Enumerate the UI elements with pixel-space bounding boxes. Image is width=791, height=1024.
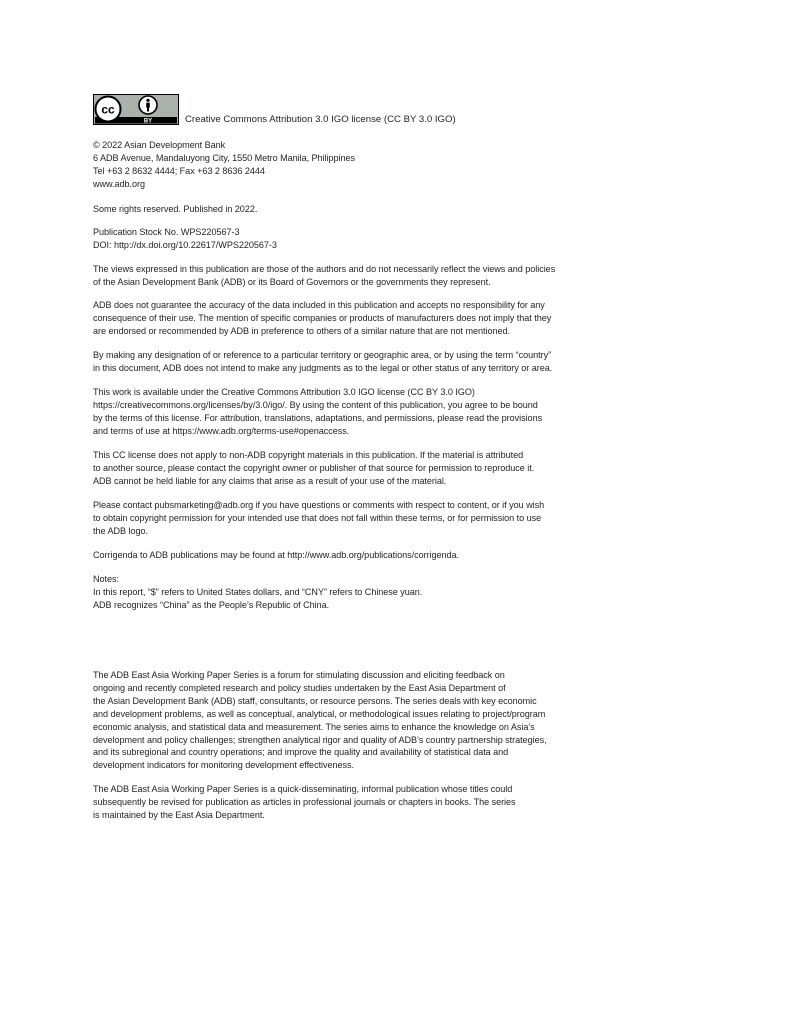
rights-line: Some rights reserved. Published in 2022. [93, 204, 258, 214]
views-disclaimer [93, 263, 603, 289]
stock-number-line: Publication Stock No. WPS220567-3 [93, 227, 240, 237]
note-line: In this report, “$” refers to United States dollars, and “CNY” refers to Chinese yuan. [93, 586, 423, 597]
publication-info [93, 226, 603, 252]
license-header [93, 93, 456, 125]
text-line: is maintained by the East Asia Department. [93, 809, 265, 820]
text-line: subsequently be revised for publication as articles in professional journals or chapters in books. The series [93, 796, 516, 807]
license-title: Creative Commons Attribution 3.0 IGO license (CC BY 3.0 IGO) [185, 114, 456, 125]
rights-paragraph [93, 203, 603, 216]
phone-line: Tel +63 2 8632 4444; Fax +63 2 8636 2444 [93, 165, 265, 176]
text-line: The views expressed in this publication are those of the authors and do not necessarily reflect the views and policies [93, 264, 556, 274]
text-line: development indicators for monitoring development effectiveness. [93, 760, 355, 771]
text-line: By making any designation of or reference to a particular territory or geographic area, or by using the term “country” [93, 350, 552, 360]
text-line: The ADB East Asia Working Paper Series is a quick-disseminating, informal publication whose titles could [93, 784, 513, 794]
website-line: www.adb.org [93, 178, 146, 189]
text-line: ongoing and recently completed research and policy studies undertaken by the East Asia Department of [93, 682, 506, 693]
doi-line: DOI: http://dx.doi.org/10.22617/WPS220567-3 [93, 239, 277, 250]
by-badge-text: BY [143, 118, 153, 125]
cc-badge-text: cc [101, 102, 115, 117]
text-line: This CC license does not apply to non-ADB copyright materials in this publication. If the material is attributed [93, 450, 524, 460]
text-line: consequence of their use. The mention of specific companies or products of manufacturers does not imply that they [93, 312, 552, 323]
text-line: to obtain copyright permission for your intended use that does not fall within these terms, or for permission to use [93, 512, 542, 523]
note-line: ADB recognizes “China” as the People’s Republic of China. [93, 599, 330, 610]
series-publication-info [93, 783, 603, 822]
contact-paragraph [93, 499, 603, 538]
text-line: and its subregional and country operations; and improve the quality and availability of statistical data and [93, 747, 509, 758]
cc-license-terms [93, 386, 603, 438]
text-line: The ADB East Asia Working Paper Series is a forum for stimulating discussion and eliciting feedback on [93, 670, 505, 680]
series-description [93, 669, 603, 772]
corrigenda-paragraph [93, 549, 603, 562]
person-icon [139, 96, 157, 114]
cc-by-badge [93, 94, 179, 125]
text-line: the ADB logo. [93, 525, 148, 536]
text-line: and development problems, as well as conceptual, analytical, or methodological issues relating to project/program [93, 708, 546, 719]
non-adb-materials [93, 449, 603, 488]
text-line: Please contact pubsmarketing@adb.org if you have questions or comments with respect to content, or if you wish [93, 500, 545, 510]
copyright-line: © 2022 Asian Development Bank [93, 140, 226, 150]
notes-heading: Notes: [93, 574, 119, 584]
text-line: by the terms of this license. For attribution, translations, adaptations, and permissions, please read the provisions [93, 412, 543, 423]
text-line: development and policy challenges; strengthen analytical rigor and quality of ADB’s country partnership strategies, [93, 734, 547, 745]
text-line: Corrigenda to ADB publications may be found at http://www.adb.org/publications/corrigenda. [93, 550, 460, 560]
text-line: https://creativecommons.org/licenses/by/3.0/igo/. By using the content of this publication, you agree to be bound [93, 399, 538, 410]
text-line: This work is available under the Creative Commons Attribution 3.0 IGO license (CC BY 3.0 IGO) [93, 387, 475, 397]
notes-section [93, 573, 603, 612]
address-line: 6 ADB Avenue, Mandaluyong City, 1550 Metro Manila, Philippines [93, 152, 355, 163]
accuracy-disclaimer [93, 299, 603, 338]
text-line: in this document, ADB does not intend to make any judgments as to the legal or other status of any territory or area. [93, 362, 553, 373]
publisher-info [93, 139, 603, 191]
text-line: and terms of use at https://www.adb.org/terms-use#openaccess. [93, 425, 350, 436]
text-line: ADB cannot be held liable for any claims that arise as a result of your use of the material. [93, 475, 447, 486]
text-line: ADB does not guarantee the accuracy of the data included in this publication and accepts no responsibility for any [93, 300, 545, 310]
territory-disclaimer [93, 349, 603, 375]
text-line: of the Asian Development Bank (ADB) or its Board of Governors or the governments they represent. [93, 276, 491, 287]
text-line: to another source, please contact the copyright owner or publisher of that source for permission to reproduce it. [93, 462, 535, 473]
text-line: economic analysis, and statistical data and measurement. The series aims to enhance the knowledge on Asia’s [93, 721, 535, 732]
text-line: are endorsed or recommended by ADB in preference to others of a similar nature that are not mentioned. [93, 325, 510, 336]
text-line: the Asian Development Bank (ADB) staff, consultants, or resource persons. The series deals with key economic [93, 695, 537, 706]
